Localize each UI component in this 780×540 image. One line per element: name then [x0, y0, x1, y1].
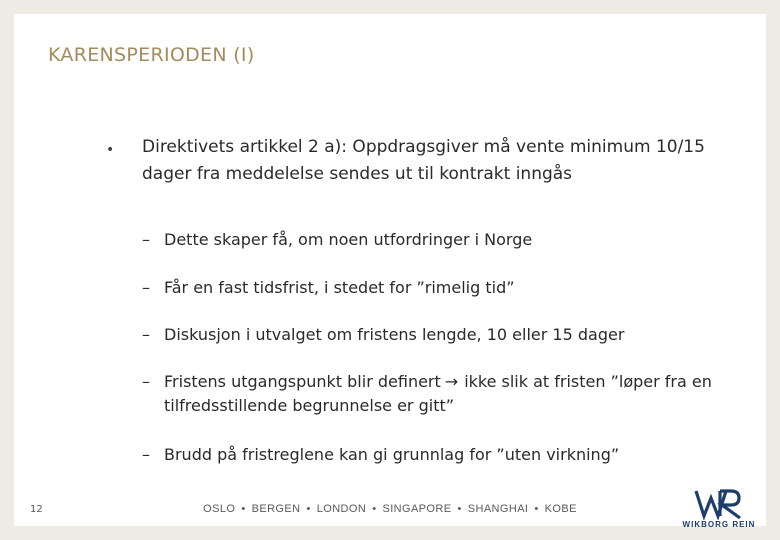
sub-bullet-text: Diskusjon i utvalget om fristens lengde, 10 eller 15 dager: [164, 325, 625, 344]
sub-bullet-marker: –: [142, 230, 150, 249]
sub-bullet-marker: –: [142, 278, 150, 297]
office-city: LONDON: [316, 503, 367, 515]
page-number: 12: [30, 504, 43, 515]
sub-bullet-marker: –: [142, 445, 150, 464]
sub-bullet-text: Brudd på fristreglene kan gi grunnlag for ”uten virkning”: [164, 445, 620, 464]
sub-bullet-text-after: ikke slik at fristen ”løper fra en tilfredsstillende begrunnelse er gitt”: [164, 372, 712, 415]
sub-bullet: [142, 228, 762, 252]
sub-bullet: [142, 323, 762, 347]
main-bullet-line-1: Direktivets artikkel 2 a): Oppdragsgiver må vente minimum 10/15: [142, 137, 705, 157]
wikborg-rein-logo: [674, 488, 764, 528]
sub-bullet: [142, 370, 762, 418]
sub-bullet-text: Dette skaper få, om noen utfordringer i Norge: [164, 230, 533, 249]
sub-bullet-marker: –: [142, 325, 150, 344]
bullet-marker: •: [106, 142, 115, 158]
office-city: KOBE: [544, 503, 577, 515]
office-city: OSLO: [203, 503, 236, 515]
slide: [14, 14, 766, 529]
main-bullet-text: [142, 134, 752, 188]
footer-separator: •: [306, 503, 311, 515]
sub-bullet-text: [164, 370, 762, 418]
arrow-right-icon: →: [444, 372, 459, 391]
slide-title: KARENSPERIODEN (I): [48, 44, 255, 66]
sub-bullet-text-before: Fristens utgangspunkt blir definert: [164, 372, 441, 391]
footer-separator: •: [534, 503, 539, 515]
wr-monogram-icon: [674, 488, 764, 520]
office-city: SHANGHAI: [467, 503, 529, 515]
sub-bullet: [142, 276, 762, 300]
footer-separator: •: [372, 503, 377, 515]
footer-offices: [14, 503, 766, 515]
office-city: BERGEN: [251, 503, 301, 515]
sub-bullet-text: Får en fast tidsfrist, i stedet for ”rimelig tid”: [164, 278, 515, 297]
footer-separator: •: [241, 503, 246, 515]
footer-separator: •: [457, 503, 462, 515]
sub-bullet: [142, 443, 762, 467]
sub-bullet-marker: –: [142, 372, 150, 391]
main-bullet-line-2: dager fra meddelelse sendes ut til kontrakt inngås: [142, 164, 573, 184]
logo-wordmark: WIKBORG REIN: [682, 520, 756, 529]
office-city: SINGAPORE: [382, 503, 452, 515]
